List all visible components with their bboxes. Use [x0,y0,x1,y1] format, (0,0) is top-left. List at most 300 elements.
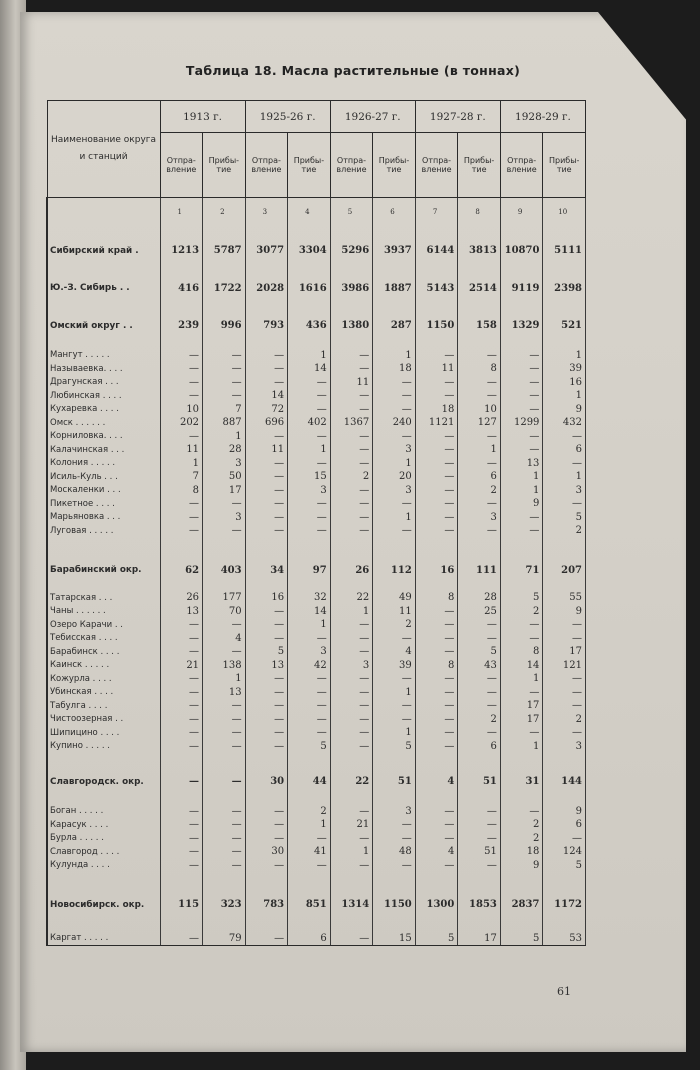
table-row [47,832,586,846]
value-cell: 70 [203,605,246,619]
value-cell: — [160,818,203,832]
value-cell: — [330,362,373,376]
station-name: Калачинская . . . [47,443,160,457]
value-cell: 97 [288,538,331,578]
value-cell: — [415,789,458,819]
value-cell: — [160,859,203,873]
value-cell: 2 [330,470,373,484]
station-name: Москаленки . . . [47,484,160,498]
value-cell: 6144 [415,216,458,258]
oil-table [46,100,586,946]
value-cell: — [245,832,288,846]
value-cell: 20 [373,470,416,484]
value-cell: — [245,333,288,363]
value-cell: — [373,859,416,873]
value-cell: 112 [373,538,416,578]
value-cell: — [245,632,288,646]
value-cell: 5 [500,577,543,605]
table-row [47,457,586,471]
value-cell: 2 [543,524,586,538]
value-cell: — [330,912,373,946]
table-row [47,403,586,417]
value-cell: — [458,376,501,390]
value-cell: 1853 [458,872,501,912]
value-cell: 124 [543,845,586,859]
station-name: Кожурла . . . . [47,672,160,686]
table-row [47,577,586,605]
table-row [47,497,586,511]
value-cell: — [245,618,288,632]
value-cell: 239 [160,295,203,333]
value-cell: — [415,859,458,873]
value-cell: — [373,376,416,390]
value-cell: 18 [415,403,458,417]
value-cell: 13 [203,686,246,700]
value-cell: 5111 [543,216,586,258]
value-cell: 5 [415,912,458,946]
station-name: Омский округ . . [47,295,160,333]
value-cell: — [415,740,458,754]
value-cell: 10870 [500,216,543,258]
value-cell: — [245,497,288,511]
value-cell: — [330,632,373,646]
station-name: Табулга . . . . [47,699,160,713]
value-cell: — [500,430,543,444]
value-cell: — [203,726,246,740]
value-cell: 17 [500,699,543,713]
value-cell: — [373,403,416,417]
sent-header: Отпра-вление [500,133,543,198]
value-cell: — [458,497,501,511]
value-cell: 3 [288,645,331,659]
value-cell: 17 [458,912,501,946]
value-cell: — [415,672,458,686]
value-cell: — [288,699,331,713]
value-cell: — [458,672,501,686]
value-cell: — [330,672,373,686]
value-cell: — [543,632,586,646]
value-cell: — [415,686,458,700]
table-row [47,416,586,430]
value-cell: 1 [203,430,246,444]
value-cell: 403 [203,538,246,578]
year-header: 1926-27 г. [330,101,415,133]
book-page [20,12,686,1052]
value-cell: 6 [458,740,501,754]
sent-header: Отпра-вление [330,133,373,198]
value-cell: — [415,818,458,832]
arrived-header: Прибы-тие [373,133,416,198]
value-cell: — [458,618,501,632]
value-cell: — [160,333,203,363]
value-cell: — [458,832,501,846]
value-cell: — [203,699,246,713]
value-cell: — [458,789,501,819]
value-cell: — [458,818,501,832]
value-cell: — [415,605,458,619]
value-cell: — [245,672,288,686]
value-cell: — [500,726,543,740]
value-cell: 783 [245,872,288,912]
table-row [47,740,586,754]
value-cell: 436 [288,295,331,333]
value-cell: 1 [500,740,543,754]
value-cell: — [543,832,586,846]
value-cell: 16 [415,538,458,578]
value-cell: — [245,457,288,471]
value-cell: 2837 [500,872,543,912]
table-row [47,872,586,912]
value-cell: 28 [203,443,246,457]
value-cell: — [330,430,373,444]
table-title: Таблица 18. Масла растительные (в тоннах) [185,63,521,78]
value-cell: — [415,645,458,659]
value-cell: 18 [373,362,416,376]
station-name: Луговая . . . . . [47,524,160,538]
value-cell: — [245,789,288,819]
station-name: Мангут . . . . . [47,333,160,363]
value-cell: — [160,632,203,646]
value-cell: — [415,470,458,484]
value-cell: 1 [288,443,331,457]
value-cell: 887 [203,416,246,430]
value-cell: 15 [288,470,331,484]
year-header: 1925-26 г. [245,101,330,133]
value-cell: 2 [500,832,543,846]
station-name: Славгородск. окр. [47,753,160,789]
value-cell: 30 [245,845,288,859]
value-cell: — [373,389,416,403]
value-cell: 287 [373,295,416,333]
value-cell: 17 [500,713,543,727]
station-name: Барабинск . . . . [47,645,160,659]
value-cell: 9 [543,403,586,417]
value-cell: — [288,497,331,511]
value-cell: 5 [458,645,501,659]
value-cell: 14 [245,389,288,403]
value-cell: — [373,430,416,444]
value-cell: — [160,726,203,740]
station-name: Славгород . . . . [47,845,160,859]
value-cell: 2514 [458,258,501,296]
value-cell: 3 [373,443,416,457]
table-row [47,362,586,376]
station-name: Кулунда . . . . [47,859,160,873]
value-cell: — [330,333,373,363]
value-cell: — [245,713,288,727]
value-cell: — [160,699,203,713]
value-cell: — [203,362,246,376]
value-cell: 6 [288,912,331,946]
value-cell: — [458,859,501,873]
station-name: Убинская . . . . [47,686,160,700]
value-cell: 9 [543,789,586,819]
value-cell: — [203,645,246,659]
value-cell: — [245,484,288,498]
value-cell: — [500,789,543,819]
value-cell: 15 [373,912,416,946]
value-cell: 8 [160,484,203,498]
value-cell: 71 [500,538,543,578]
value-cell: 17 [543,645,586,659]
value-cell: — [203,753,246,789]
value-cell: — [415,511,458,525]
value-cell: 207 [543,538,586,578]
column-number: 1 [160,198,203,217]
value-cell: 5787 [203,216,246,258]
table-row [47,538,586,578]
name-column-header: Наименование округа и станций [47,101,160,198]
value-cell: 111 [458,538,501,578]
value-cell: 1 [288,618,331,632]
column-number: 2 [203,198,246,217]
value-cell: — [203,497,246,511]
value-cell: — [500,403,543,417]
value-cell: — [415,713,458,727]
value-cell: — [330,789,373,819]
value-cell: — [288,389,331,403]
value-cell: 3 [330,659,373,673]
value-cell: 4 [203,632,246,646]
value-cell: 1314 [330,872,373,912]
value-cell: 30 [245,753,288,789]
arrived-header: Прибы-тие [458,133,501,198]
station-name: Купино . . . . . [47,740,160,754]
value-cell: 1150 [415,295,458,333]
value-cell: 1 [373,686,416,700]
value-cell: — [160,524,203,538]
value-cell: 14 [500,659,543,673]
value-cell: 1 [543,389,586,403]
value-cell: — [373,699,416,713]
value-cell: — [415,699,458,713]
value-cell: — [203,832,246,846]
value-cell: 14 [288,362,331,376]
value-cell: — [288,859,331,873]
value-cell: — [373,672,416,686]
value-cell: — [288,430,331,444]
value-cell: 26 [330,538,373,578]
column-number-row [47,198,586,217]
station-name: Карасук . . . . [47,818,160,832]
value-cell: 4 [373,645,416,659]
value-cell: 5 [500,912,543,946]
value-cell: 28 [458,577,501,605]
sent-header: Отпра-вление [245,133,288,198]
value-cell: — [458,333,501,363]
value-cell: — [458,686,501,700]
value-cell: — [500,618,543,632]
station-name: Кухаревка . . . . [47,403,160,417]
value-cell: 1 [543,333,586,363]
value-cell: — [415,484,458,498]
value-cell: 13 [245,659,288,673]
value-cell: — [415,632,458,646]
value-cell: — [543,457,586,471]
value-cell: 11 [160,443,203,457]
value-cell: 115 [160,872,203,912]
value-cell: 10 [160,403,203,417]
table-row [47,726,586,740]
value-cell: 2 [373,618,416,632]
value-cell: 2 [288,789,331,819]
value-cell: 144 [543,753,586,789]
column-number: 9 [500,198,543,217]
value-cell: — [330,457,373,471]
value-cell: 55 [543,577,586,605]
value-cell: — [160,753,203,789]
value-cell: — [288,832,331,846]
value-cell: — [288,524,331,538]
value-cell: 2 [500,818,543,832]
station-name: Каинск . . . . . [47,659,160,673]
value-cell: 1 [500,672,543,686]
value-cell: — [288,376,331,390]
value-cell: — [373,832,416,846]
value-cell: — [203,818,246,832]
value-cell: — [415,832,458,846]
table-row [47,216,586,258]
value-cell: — [458,457,501,471]
value-cell: — [160,713,203,727]
value-cell: 1 [288,333,331,363]
value-cell: 5143 [415,258,458,296]
table-row [47,672,586,686]
table-row [47,912,586,946]
station-name: Марьяновка . . . [47,511,160,525]
value-cell: 11 [330,376,373,390]
value-cell: 3 [203,511,246,525]
value-cell: 1121 [415,416,458,430]
value-cell: — [330,389,373,403]
value-cell: 11 [415,362,458,376]
value-cell: 43 [458,659,501,673]
value-cell: 1 [373,333,416,363]
value-cell: 3 [543,740,586,754]
value-cell: 1 [330,845,373,859]
value-cell: — [500,376,543,390]
station-name: Боган . . . . . [47,789,160,819]
value-cell: 62 [160,538,203,578]
value-cell: — [458,726,501,740]
value-cell: 3 [543,484,586,498]
value-cell: — [373,713,416,727]
column-number: 5 [330,198,373,217]
value-cell: — [203,740,246,754]
value-cell: 996 [203,295,246,333]
value-cell: 3 [203,457,246,471]
station-name: Сибирский край . [47,216,160,258]
value-cell: 3 [458,511,501,525]
value-cell: — [330,524,373,538]
column-number: 10 [543,198,586,217]
value-cell: 13 [500,457,543,471]
value-cell: 9 [500,497,543,511]
station-name: Тебисская . . . . [47,632,160,646]
value-cell: 79 [203,912,246,946]
value-cell: — [330,859,373,873]
value-cell: 51 [458,845,501,859]
value-cell: 16 [245,577,288,605]
value-cell: — [543,497,586,511]
value-cell: — [203,333,246,363]
table-row [47,470,586,484]
station-name: Корниловка. . . . [47,430,160,444]
value-cell: 1887 [373,258,416,296]
column-number: 3 [245,198,288,217]
value-cell: 7 [203,403,246,417]
value-cell: 14 [288,605,331,619]
value-cell: — [160,740,203,754]
value-cell: — [330,497,373,511]
value-cell: 5 [245,645,288,659]
value-cell: — [160,376,203,390]
value-cell: 127 [458,416,501,430]
value-cell: 17 [203,484,246,498]
value-cell: — [330,726,373,740]
value-cell: — [245,524,288,538]
station-name: Бурла . . . . . [47,832,160,846]
value-cell: 1150 [373,872,416,912]
value-cell: — [500,524,543,538]
table-row [47,484,586,498]
table-row [47,859,586,873]
table-row [47,845,586,859]
page-number: 61 [557,985,571,998]
value-cell: — [330,443,373,457]
table-row [47,686,586,700]
value-cell: 1722 [203,258,246,296]
value-cell: 3937 [373,216,416,258]
value-cell: — [288,403,331,417]
value-cell: 1367 [330,416,373,430]
value-cell: — [160,430,203,444]
value-cell: — [373,632,416,646]
station-name: Ю.-З. Сибирь . . [47,258,160,296]
station-name: Колония . . . . . [47,457,160,471]
value-cell: 5296 [330,216,373,258]
table-row [47,511,586,525]
value-cell: 72 [245,403,288,417]
value-cell: — [415,618,458,632]
value-cell: 6 [458,470,501,484]
value-cell: — [203,789,246,819]
value-cell: 11 [245,443,288,457]
station-name: Пикетное . . . . [47,497,160,511]
value-cell: 121 [543,659,586,673]
value-cell: 1 [160,457,203,471]
value-cell: 521 [543,295,586,333]
value-cell: 8 [415,659,458,673]
value-cell: — [415,726,458,740]
value-cell: 2 [458,713,501,727]
value-cell: — [245,511,288,525]
value-cell: 177 [203,577,246,605]
value-cell: — [245,470,288,484]
value-cell: 5 [373,740,416,754]
value-cell: — [203,713,246,727]
value-cell: 5 [543,859,586,873]
station-name: Татарская . . . [47,577,160,605]
value-cell: — [500,389,543,403]
column-number: 4 [288,198,331,217]
value-cell: — [458,389,501,403]
value-cell: 402 [288,416,331,430]
arrived-header: Прибы-тие [203,133,246,198]
value-cell: — [203,859,246,873]
value-cell: 1 [543,470,586,484]
table-row [47,818,586,832]
